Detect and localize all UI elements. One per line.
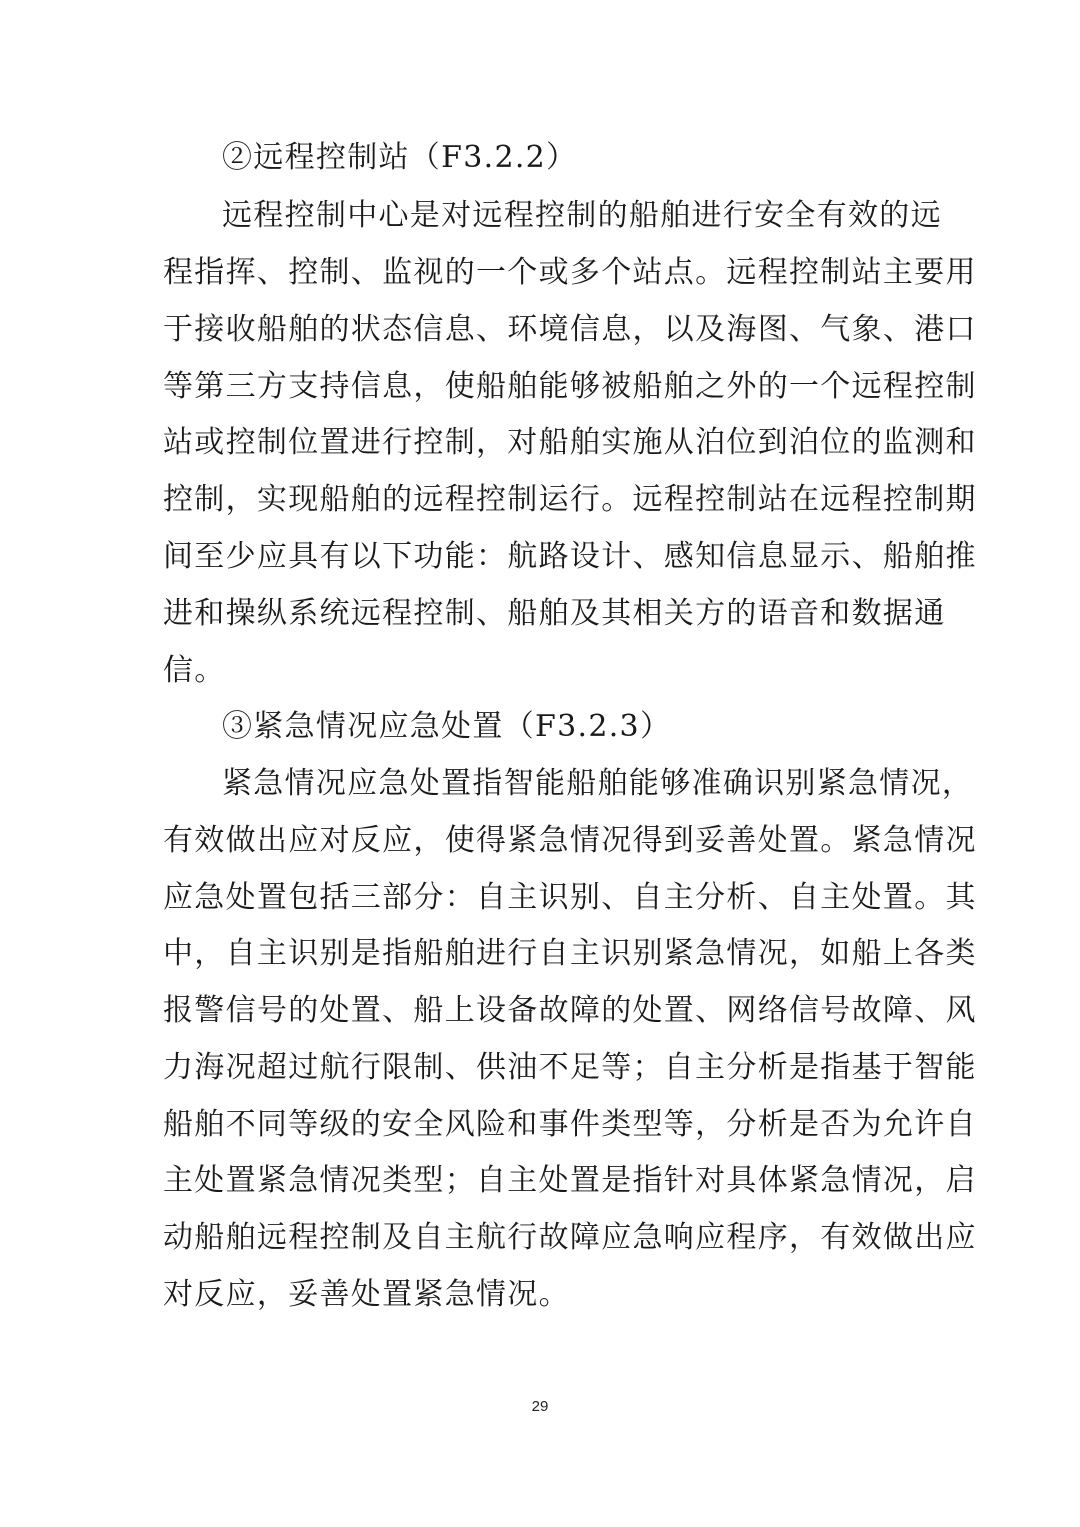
paragraph-line: 信。 (163, 653, 226, 688)
paragraph-line: 中，自主识别是指船舶进行自主识别紧急情况，如船上各类 (163, 936, 977, 971)
paragraph-line: 动船舶远程控制及自主航行故障应急响应程序，有效做出应 (163, 1220, 977, 1255)
paragraph-line: 于接收船舶的状态信息、环境信息，以及海图、气象、港口 (163, 312, 977, 347)
paragraph-line: 间至少应具有以下功能：航路设计、感知信息显示、船舶推 (163, 539, 977, 574)
paragraph-line: 程指挥、控制、监视的一个或多个站点。远程控制站主要用 (163, 255, 977, 290)
paragraph-line: 站或控制位置进行控制，对船舶实施从泊位到泊位的监测和 (163, 425, 977, 460)
paragraph-line: 应急处置包括三部分：自主识别、自主分析、自主处置。其 (163, 880, 977, 915)
paragraph-line: 有效做出应对反应，使得紧急情况得到妥善处置。紧急情况 (163, 823, 977, 858)
section-heading-remote-control-station: ②远程控制站（F3.2.2） (222, 140, 578, 175)
paragraph-line: 远程控制中心是对远程控制的船舶进行安全有效的远 (222, 198, 942, 233)
paragraph-line: 船舶不同等级的安全风险和事件类型等，分析是否为允许自 (163, 1107, 977, 1142)
paragraph-line: 力海况超过航行限制、供油不足等；自主分析是指基于智能 (163, 1050, 977, 1085)
paragraph-line: 主处置紧急情况类型；自主处置是指针对具体紧急情况，启 (163, 1163, 977, 1198)
paragraph-line: 紧急情况应急处置指智能船舶能够准确识别紧急情况， (222, 766, 974, 801)
paragraph-line: 报警信号的处置、船上设备故障的处置、网络信号故障、风 (163, 993, 977, 1028)
paragraph-line: 等第三方支持信息，使船舶能够被船舶之外的一个远程控制 (163, 369, 977, 404)
page-number: 29 (531, 1398, 549, 1415)
section-heading-emergency-response: ③紧急情况应急处置（F3.2.3） (222, 709, 672, 744)
paragraph-line: 进和操纵系统远程控制、船舶及其相关方的语音和数据通 (163, 596, 946, 631)
paragraph-line: 对反应，妥善处置紧急情况。 (163, 1277, 570, 1312)
paragraph-line: 控制，实现船舶的远程控制运行。远程控制站在远程控制期 (163, 482, 977, 517)
